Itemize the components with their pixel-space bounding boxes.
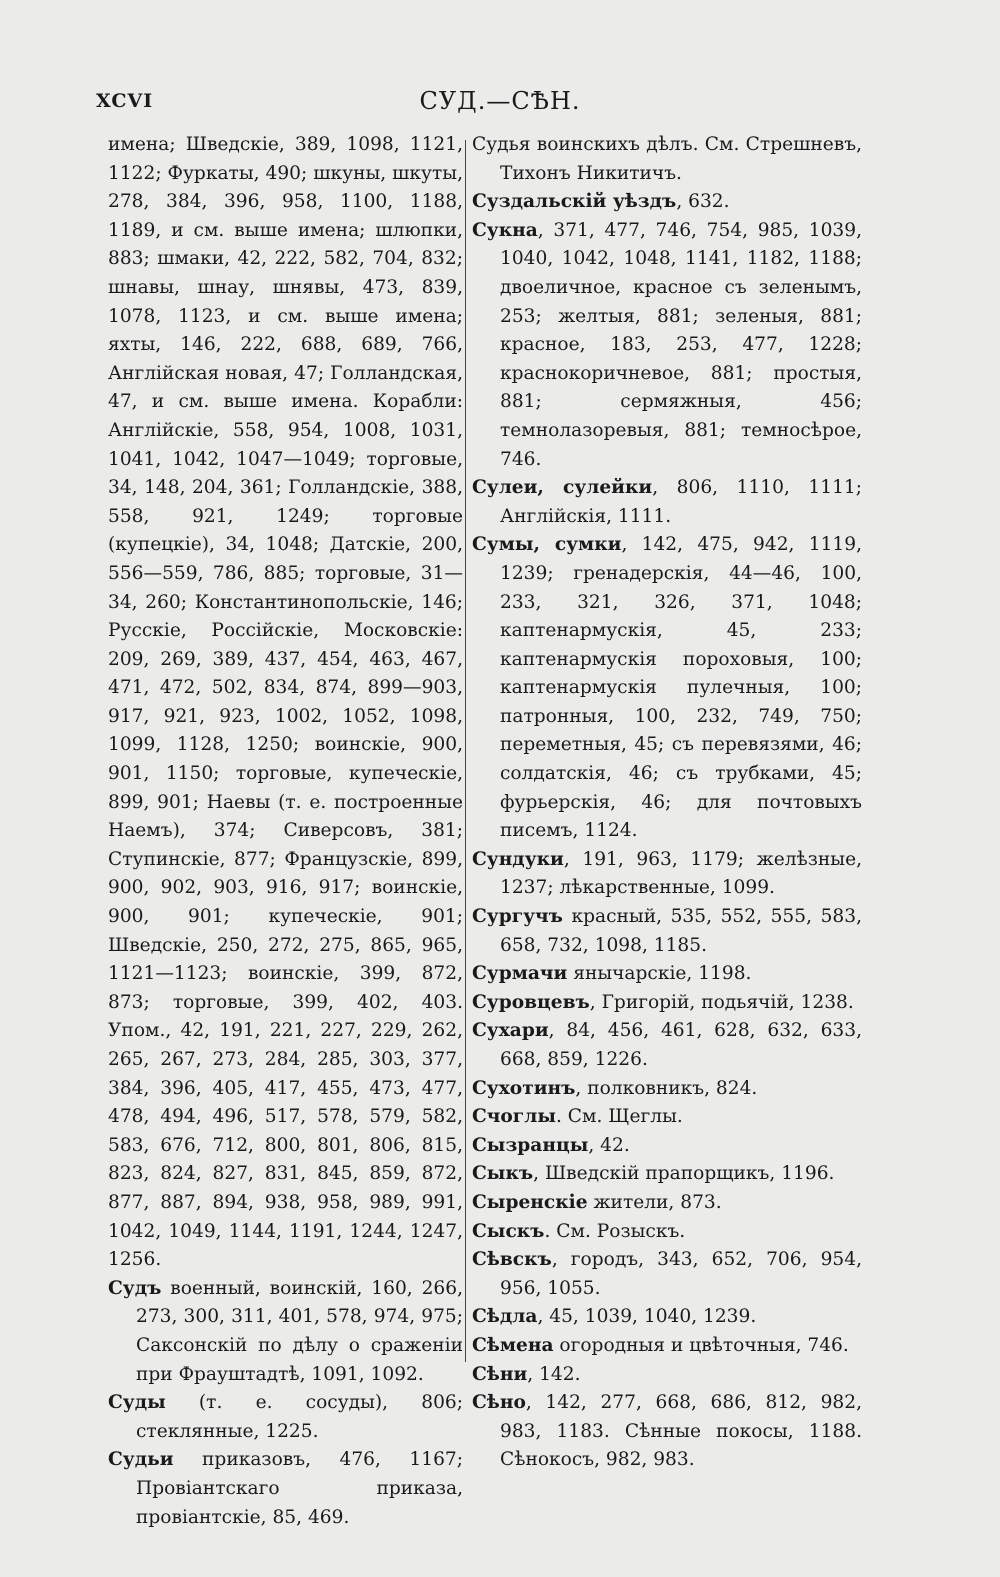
index-entry-sumy	[472, 531, 862, 846]
entry-text: , 45, 1039, 1040, 1239.	[537, 1306, 757, 1328]
index-entry-syzrantsy	[472, 1132, 862, 1161]
index-entry-sunduki	[472, 846, 862, 903]
entry-headword: Сукна	[472, 219, 538, 241]
entry-headword: Сѣмена	[472, 1334, 554, 1356]
entry-headword: Сургучъ	[472, 906, 563, 928]
index-entry-sudy	[108, 1389, 463, 1446]
entry-headword: Сѣдла	[472, 1306, 538, 1328]
index-entry-surmachi	[472, 960, 862, 989]
entry-text: (т. е. сосуды), 806; стеклянные, 1225.	[136, 1392, 463, 1442]
index-entry-syk	[472, 1160, 862, 1189]
index-entry-sud	[108, 1275, 463, 1389]
entry-text: , 142, 475, 942, 1119, 1239; гренадерскія, 44—46, 100, 233, 321, 326, 371, 1048; каптенармускія, 45, 233; каптенармускія пороховыя, 100; каптенармускія пулечныя, 100; патронныя, 100, 232, 749, 750; переметныя, 45; съ перевязями, 46; солдатскія, 46; съ трубками, 45; фурьерскія, 46; для почтовыхъ писемъ, 1124.	[500, 534, 862, 842]
index-entry-schogly	[472, 1103, 862, 1132]
entry-headword: Судъ	[108, 1277, 162, 1299]
entry-text: . См. Розыскъ.	[544, 1220, 686, 1242]
entry-headword: Сызранцы	[472, 1134, 589, 1156]
entry-text: , городъ, 343, 652, 706, 954, 956, 1055.	[500, 1249, 862, 1299]
index-entry-surguch	[472, 903, 862, 960]
entry-headword: Суды	[108, 1392, 166, 1414]
entry-text: военный, воинскій, 160, 266, 273, 300, 311, 401, 578, 974, 975; Саксонскій по дѣлу о сраженіи при Фрауштадтѣ, 1091, 1092.	[136, 1277, 463, 1385]
entry-headword: Судьи	[108, 1449, 174, 1471]
entry-text: красный, 535, 552, 555, 583, 658, 732, 1098, 1185.	[500, 906, 862, 956]
entry-text: , 42.	[588, 1134, 630, 1156]
entry-text: , полковникъ, 824.	[575, 1077, 758, 1099]
entry-headword: Сухари	[472, 1020, 549, 1042]
entry-text: , 142, 277, 668, 686, 812, 982, 983, 1183. Сѣнные покосы, 1188. Сѣнокосъ, 982, 983.	[500, 1392, 862, 1471]
entry-text: , 632.	[676, 191, 730, 213]
entry-headword: Сумы, сумки	[472, 534, 622, 556]
index-entry-suhotin	[472, 1075, 862, 1104]
page-folio: XCVI	[96, 90, 154, 112]
entry-text: , 191, 963, 1179; желѣзные, 1237; лѣкарственные, 1099.	[500, 848, 862, 899]
entry-headword: Сыскъ	[472, 1220, 545, 1242]
index-entry-sudi	[108, 1446, 463, 1532]
entry-text: имена; Шведскіе, 389, 1098, 1121, 1122; Фуркаты, 490; шкуны, шкуты, 278, 384, 396, 958, 1100, 1188, 1189, и см. выше имена; шлюпки, 883; шмаки, 42, 222, 582, 704, 832; шнавы, шнау, шнявы, 473, 839, 1078, 1123, и см. выше имена; яхты, 146, 222, 688, 689, 766, Англійская новая, 47; Голландская, 47, и см. выше имена. Корабли: Англійскіе, 558, 954, 1008, 1031, 1041, 1042, 1047—1049; торговые, 34, 148, 204, 361; Голландскіе, 388, 558, 921, 1249; торговые (купецкіе), 34, 1048; Датскіе, 200, 556—559, 786, 885; торговые, 31—34, 260; Константинопольскіе, 146; Русскіе, Россійскіе, Московскіе: 209, 269, 389, 437, 454, 463, 467, 471, 472, 502, 834, 874, 899—903, 917, 921, 923, 1002, 1052, 1098, 1099, 1128, 1250; воинскіе, 900, 901, 1150; торговые, купеческіе, 899, 901; Наевы (т. е. построенные Наемъ), 374; Сиверсовъ, 381; Ступинскіе, 877; Французскіе, 899, 900, 902, 903, 916, 917; воинскіе, 900, 901; купеческіе, 901; Шведскіе, 250, 272, 275, 865, 965, 1121—1123; воинскіе, 399, 872, 873; торговые, 399, 402, 403. Упом., 42, 191, 221, 227, 229, 262, 265, 267, 273, 284, 285, 303, 377, 384, 396, 405, 417, 455, 473, 477, 478, 494, 496, 517, 578, 579, 582, 583, 676, 712, 800, 801, 806, 815, 823, 824, 827, 831, 845, 859, 872, 877, 887, 894, 938, 958, 989, 991, 1042, 1049, 1144, 1191, 1244, 1247, 1256.	[108, 134, 463, 1271]
entry-text: , 84, 456, 461, 628, 632, 633, 668, 859, 1226.	[500, 1020, 862, 1070]
entry-headword: Сѣвскъ	[472, 1249, 552, 1271]
index-entry-sedla	[472, 1303, 862, 1332]
running-title: СУД.—СѢН.	[419, 87, 581, 115]
index-entry-suhari	[472, 1017, 862, 1074]
index-entry-sulei	[472, 474, 862, 531]
index-entry-sevsk	[472, 1246, 862, 1303]
entry-headword: Сурмачи	[472, 963, 568, 985]
index-entry-suzdal	[472, 188, 862, 217]
entry-headword: Сулеи, сулейки	[472, 477, 653, 499]
entry-headword: Сыренскіе	[472, 1191, 588, 1213]
entry-headword: Счоглы	[472, 1106, 556, 1128]
right-column	[472, 131, 862, 1475]
index-entry-seni	[472, 1361, 862, 1390]
entry-text: Судья воинскихъ дѣлъ. См. Стрешневъ, Тихонъ Никитичъ.	[472, 134, 862, 184]
entry-headword: Сухотинъ	[472, 1077, 576, 1099]
entry-headword: Сыкъ	[472, 1163, 534, 1185]
index-entry-surovtsev	[472, 989, 862, 1018]
index-entry-seno	[472, 1389, 862, 1475]
entry-text: янычарскіе, 1198.	[567, 963, 752, 985]
entry-headword: Суздальскій уѣздъ	[472, 191, 677, 213]
entry-text: , Шведскій прапорщикъ, 1196.	[533, 1163, 835, 1185]
index-entry-sukna	[472, 217, 862, 474]
left-column	[108, 131, 463, 1532]
index-entry-semena	[472, 1332, 862, 1361]
index-entry-sysk	[472, 1218, 862, 1247]
entry-headword: Сундуки	[472, 848, 564, 870]
entry-text: приказовъ, 476, 1167; Провіантскаго приказа, провіантскіе, 85, 469.	[136, 1449, 463, 1528]
column-divider	[465, 140, 466, 1362]
index-entry-continuation	[108, 131, 463, 1275]
entry-text: , 806, 1110, 1111; Англійскія, 1111.	[500, 477, 862, 527]
entry-headword: Сѣно	[472, 1392, 526, 1414]
entry-text: огородныя и цвѣточныя, 746.	[553, 1334, 849, 1356]
index-entry-sudya	[472, 131, 862, 188]
entry-headword: Суровцевъ	[472, 991, 590, 1013]
entry-text: , 142.	[527, 1363, 581, 1385]
index-entry-syrenskie	[472, 1189, 862, 1218]
entry-text: , Григорій, подьячій, 1238.	[589, 991, 854, 1013]
entry-headword: Сѣни	[472, 1363, 528, 1385]
entry-text: жители, 873.	[587, 1191, 722, 1213]
entry-text: , 371, 477, 746, 754, 985, 1039, 1040, 1042, 1048, 1141, 1182, 1188; двоеличное, красное съ зеленымъ, 253; желтыя, 881; зеленыя, 881; красное, 183, 253, 477, 1228; краснокоричневое, 881; простыя, 881; сермяжныя, 456; темнолазоревыя, 881; темносѣрое, 746.	[500, 219, 862, 470]
entry-text: . См. Щеглы.	[555, 1106, 683, 1128]
